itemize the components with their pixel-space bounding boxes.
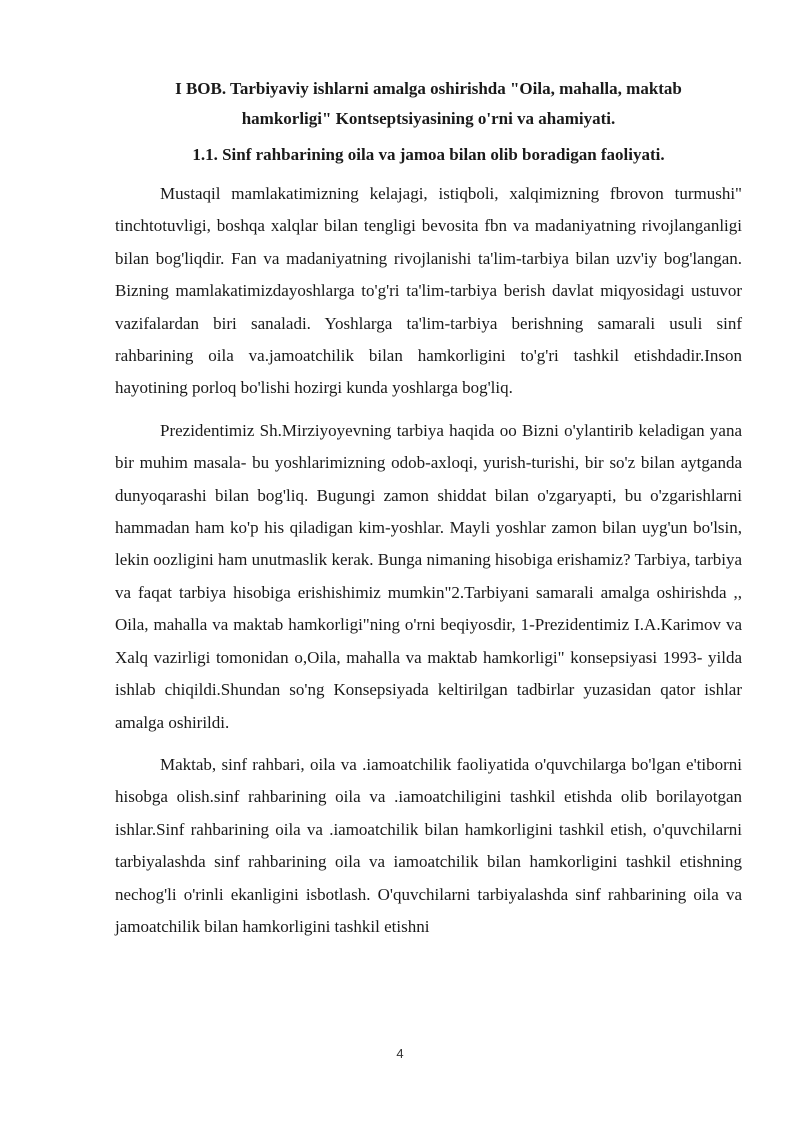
section-title: 1.1. Sinf rahbarining oila va jamoa bilan olib boradigan faoliyati. bbox=[192, 145, 665, 164]
paragraph-2: Prezidentimiz Sh.Mirziyoyevning tarbiya haqida oo Bizni o'ylantirib keladigan yana bir muhim masala- bu yoshlarimizning odob-axloqi, yurish-turishi, bir so'z bilan aytganda dunyoqarashi bilan bog'liq. Bugungi zamon shiddat bilan o'zgaryapti, bu o'zgarishlarni hammadan ham ko'p his qiladigan kim-yoshlar. Mayli yoshlar zamon bilan uyg'un bo'lsin, lekin oozligini ham unutmaslik kerak. Bunga nimaning hisobiga erishamiz? Tarbiya, tarbiya va faqat tarbiya hisobiga erishishimiz mumkin"2.Tarbiyani samarali amalga oshirishda ,, Oila, mahalla va maktab hamkorligi"ning o'rni beqiyosdir, 1-Prezidentimiz I.A.Karimov va Xalq vazirligi tomonidan o,Oila, mahalla va maktab hamkorligi" konsepsiyasi 1993- yilda ishlab chiqildi.Shundan so'ng Konsepsiyada keltirilgan tadbirlar yuzasidan qator ishlar amalga oshirildi. bbox=[115, 420, 742, 732]
paragraph-1: Mustaqil mamlakatimizning kelajagi, istiqboli, xalqimizning fbrovon turmushi" tinchtotuvligi, boshqa xalqlar bilan tengligi bevosita fbn va madaniyatning rivojlanganligi bilan bog'liqdir. Fan va madaniyatning rivojlanishi ta'lim-tarbiya bilan uzv'iy bog'langan. Bizning mamlakatimizdayoshlarga to'g'ri ta'lim-tarbiya berish davlat miqyosidagi ustuvor vazifalardan biri sanaladi. Yoshlarga ta'lim-tarbiya berishning samarali usuli sinf rahbarining oila va.jamoatchilik bilan hamkorligini to'g'ri tashkil etishdadir.Inson hayotining porloq bo'lishi hozirgi kunda yoshlarga bog'liq. bbox=[115, 184, 742, 398]
page-content bbox=[115, 74, 742, 953]
paragraph-3: Maktab, sinf rahbari, oila va .iamoatchilik faoliyatida o'quvchilarga bo'lgan e'tiborni hisobga olish.sinf rahbarining oila va .iamoatchiligini tashkil etishda olib borilayotgan ishlar.Sinf rahbarining oila va .iamoatchilik bilan hamkorligini tashkil etish, o'quvchilarni tarbiyalashda sinf rahbarining oila va iamoatchilik bilan hamkorligini tashkil etishning nechog'li o'rinli ekanligini isbotlash. O'quvchilarni tarbiyalashda sinf rahbarining oila va jamoatchilik bilan hamkorligini tashkil etishni bbox=[115, 754, 742, 936]
chapter-title: I BOB. Tarbiyaviy ishlarni amalga oshirishda "Oila, mahalla, maktab hamkorligi" Kontseptsiyasining o'rni va ahamiyati. bbox=[175, 79, 682, 128]
page-number: 4 bbox=[396, 1046, 404, 1061]
